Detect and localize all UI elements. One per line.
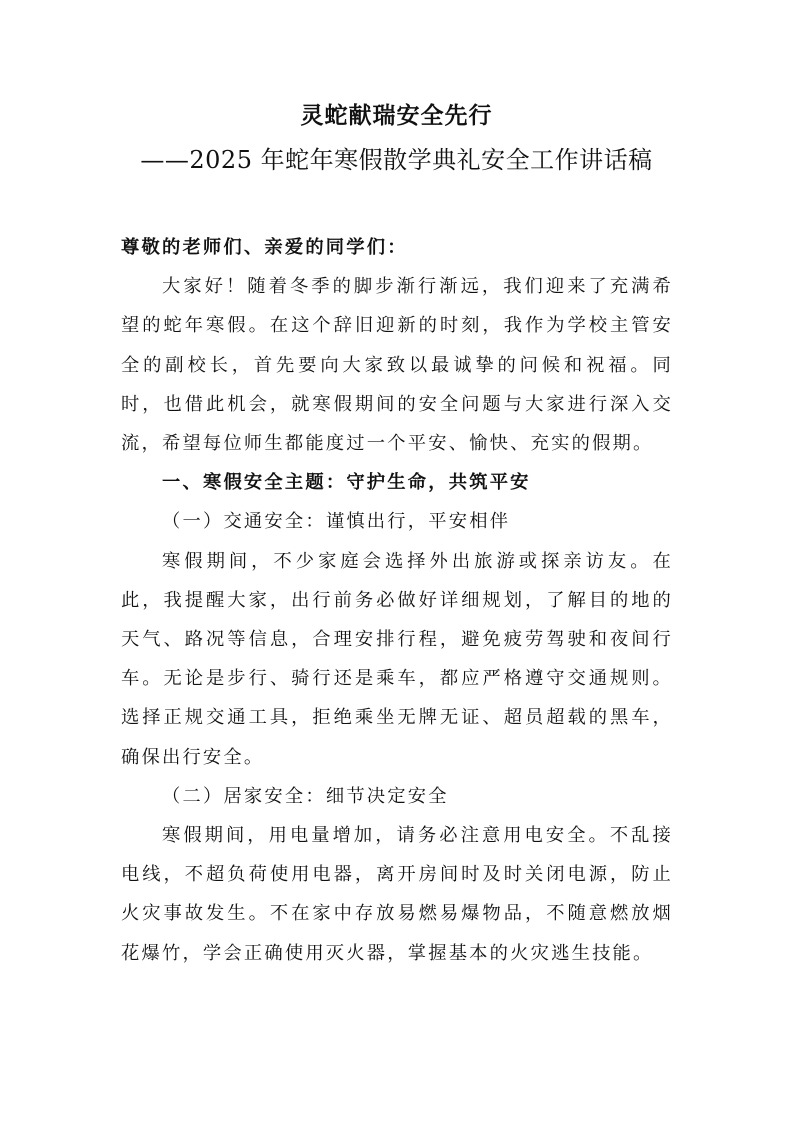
paragraph-traffic: 寒假期间，不少家庭会选择外出旅游或探亲访友。在此，我提醒大家，出行前务必做好详细规划，了解目的地的天气、路况等信息，合理安排行程，避免疲劳驾驶和夜间行车。无论是步行、骑行还是乘车，都应严格遵守交通规则。选择正规交通工具，拒绝乘坐无牌无证、超员超载的黑车，确保出行安全。 bbox=[121, 550, 673, 768]
document-title: 灵蛇献瑞安全先行 bbox=[300, 102, 493, 129]
subsection-heading-home: （二）居家安全：细节决定安全 bbox=[162, 785, 449, 807]
subsection-heading-traffic: （一）交通安全：谨慎出行，平安相伴 bbox=[162, 511, 511, 533]
paragraph-intro: 大家好！随着冬季的脚步渐行渐远，我们迎来了充满希望的蛇年寒假。在这个辞旧迎新的时刻，我作为学校主管安全的副校长，首先要向大家致以最诚挚的问候和祝福。同时，也借此机会，就寒假期间的安全问题与大家进行深入交流，希望每位师生都能度过一个平安、愉快、充实的假期。 bbox=[121, 276, 673, 455]
document-body bbox=[121, 228, 673, 973]
document-subtitle: ——2025 年蛇年寒假散学典礼安全工作讲话稿 bbox=[140, 146, 653, 174]
salutation: 尊敬的老师们、亲爱的同学们： bbox=[121, 237, 408, 258]
paragraph-home: 寒假期间，用电量增加，请务必注意用电安全。不乱接电线，不超负荷使用电器，离开房间时及时关闭电源，防止火灾事故发生。不在家中存放易燃易爆物品，不随意燃放烟花爆竹，学会正确使用灭火器，掌握基本的火灾逃生技能。 bbox=[121, 825, 673, 964]
section-heading-1: 一、寒假安全主题：守护生命，共筑平安 bbox=[162, 472, 531, 494]
